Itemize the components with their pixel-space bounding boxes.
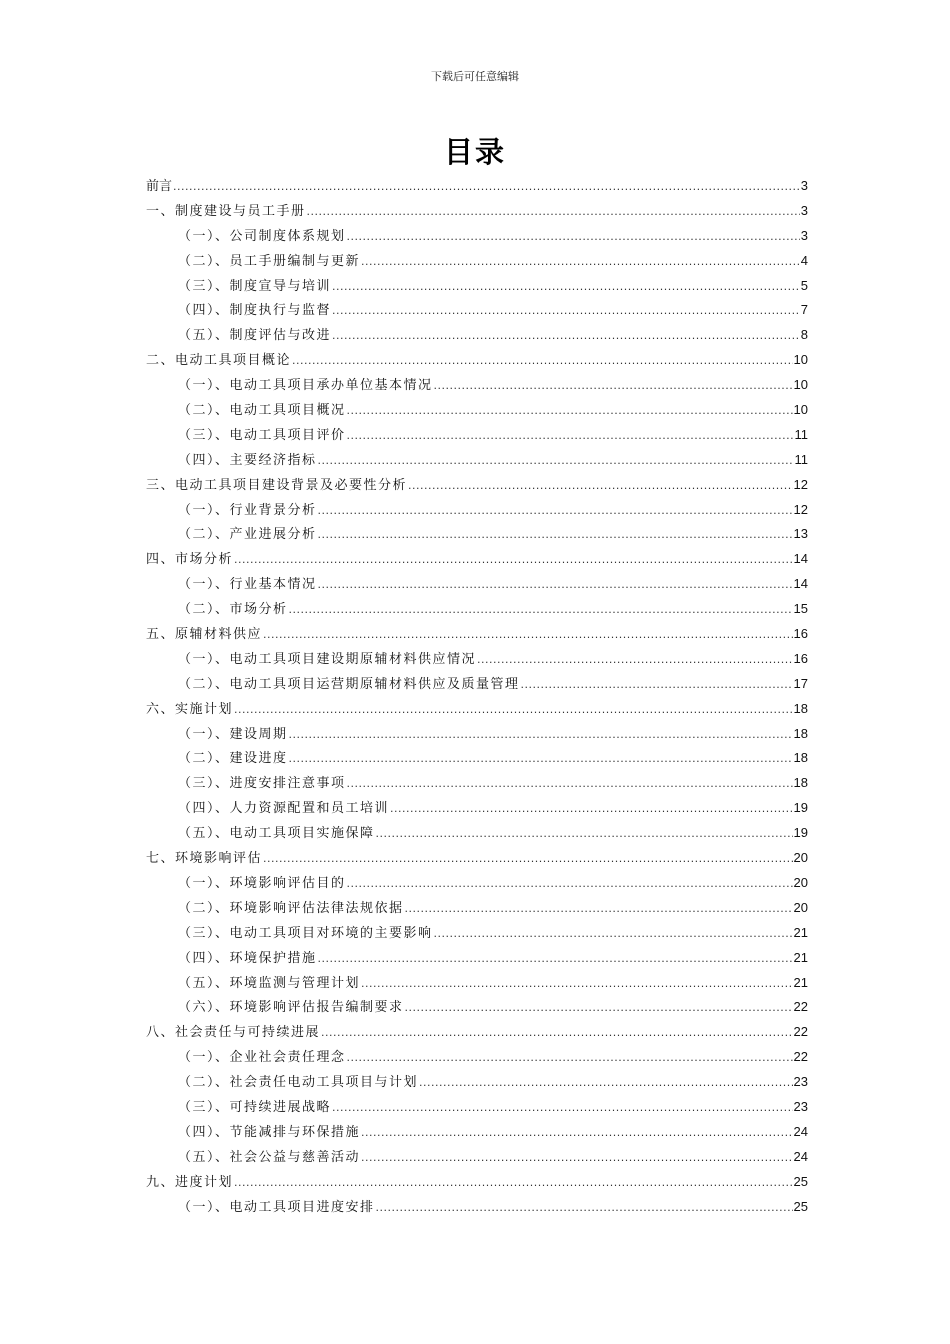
toc-entry[interactable] (146, 647, 808, 672)
toc-entry[interactable] (146, 323, 808, 348)
toc-dot-leader (521, 673, 793, 698)
toc-entry-page-number: 14 (793, 551, 808, 567)
toc-dot-leader (361, 1146, 793, 1171)
toc-entry-page-number: 22 (793, 999, 808, 1015)
toc-entry-label: （二）、电动工具项目运营期原辅材料供应及质量管理 (178, 676, 520, 692)
toc-entry-page-number: 21 (793, 924, 808, 940)
toc-entry[interactable] (146, 1045, 808, 1070)
toc-dot-leader (289, 598, 793, 623)
toc-dot-leader (347, 424, 794, 449)
toc-entry-label: （一）、电动工具项目承办单位基本情况 (178, 378, 433, 394)
toc-entry[interactable] (146, 746, 808, 771)
toc-entry-page-number: 18 (793, 750, 808, 766)
toc-entry-page-number: 3 (800, 227, 808, 243)
toc-entry-page-number: 23 (793, 1098, 808, 1114)
toc-entry-page-number: 10 (793, 402, 808, 418)
toc-entry-page-number: 12 (793, 476, 808, 492)
toc-entry-label: （五）、制度评估与改进 (178, 328, 332, 344)
toc-entry-label: 前言 (146, 179, 173, 194)
toc-entry[interactable] (146, 348, 808, 373)
toc-entry[interactable] (146, 871, 808, 896)
toc-entry[interactable] (146, 846, 808, 871)
toc-dot-leader (361, 1121, 793, 1146)
toc-entry-label: （六）、环境影响评估报告编制要求 (178, 1000, 404, 1016)
toc-entry-label: （四）、人力资源配置和员工培训 (178, 801, 390, 817)
toc-dot-leader (173, 175, 800, 200)
toc-entry-label: （二）、社会责任电动工具项目与计划 (178, 1075, 419, 1091)
toc-entry[interactable] (146, 921, 808, 946)
toc-dot-leader (292, 349, 793, 374)
toc-entry-page-number: 18 (793, 700, 808, 716)
toc-entry-label: （四）、环境保护措施 (178, 950, 317, 966)
toc-entry[interactable] (146, 896, 808, 921)
toc-entry[interactable] (146, 522, 808, 547)
toc-entry[interactable] (146, 796, 808, 821)
toc-dot-leader (347, 872, 793, 897)
toc-dot-leader (263, 847, 793, 872)
toc-entry-label: （一）、行业背景分析 (178, 502, 317, 518)
toc-entry-page-number: 24 (793, 1148, 808, 1164)
toc-entry-label: 二、电动工具项目概论 (146, 353, 292, 369)
toc-entry[interactable] (146, 697, 808, 722)
toc-dot-leader (361, 250, 800, 275)
toc-entry[interactable] (146, 174, 808, 199)
toc-entry-label: 八、社会责任与可持续进展 (146, 1025, 321, 1041)
toc-entry-page-number: 19 (793, 825, 808, 841)
toc-entry-label: （二）、建设进度 (178, 751, 288, 767)
toc-dot-leader (347, 1046, 793, 1071)
toc-entry-page-number: 3 (800, 202, 808, 218)
toc-entry-page-number: 8 (800, 327, 808, 343)
toc-entry[interactable] (146, 1020, 808, 1045)
toc-entry-page-number: 25 (793, 1198, 808, 1214)
toc-entry[interactable] (146, 547, 808, 572)
header-note: 下载后可任意编辑 (431, 70, 519, 83)
toc-entry-page-number: 21 (793, 974, 808, 990)
toc-entry-page-number: 13 (793, 526, 808, 542)
toc-entry[interactable] (146, 1070, 808, 1095)
toc-entry[interactable] (146, 398, 808, 423)
toc-entry[interactable] (146, 946, 808, 971)
toc-dot-leader (234, 698, 793, 723)
toc-entry[interactable] (146, 672, 808, 697)
toc-entry[interactable] (146, 597, 808, 622)
toc-dot-leader (361, 972, 793, 997)
toc-entry-page-number: 12 (793, 501, 808, 517)
toc-entry-page-number: 22 (793, 1049, 808, 1065)
toc-entry[interactable] (146, 622, 808, 647)
toc-entry[interactable] (146, 821, 808, 846)
toc-entry[interactable] (146, 224, 808, 249)
toc-dot-leader (234, 1171, 793, 1196)
toc-dot-leader (347, 399, 793, 424)
toc-entry-page-number: 24 (793, 1123, 808, 1139)
toc-entry-label: （二）、产业进展分析 (178, 527, 317, 543)
toc-entry[interactable] (146, 298, 808, 323)
toc-entry-page-number: 11 (794, 426, 808, 442)
table-of-contents (146, 174, 808, 1219)
toc-dot-leader (408, 474, 793, 499)
toc-dot-leader (234, 548, 793, 573)
toc-entry-label: （二）、环境影响评估法律法规依据 (178, 900, 404, 916)
toc-entry-label: （四）、节能减排与环保措施 (178, 1124, 361, 1140)
toc-entry-label: 四、市场分析 (146, 552, 234, 568)
toc-entry-page-number: 22 (793, 1024, 808, 1040)
toc-entry[interactable] (146, 1145, 808, 1170)
toc-entry-label: （二）、电动工具项目概况 (178, 403, 346, 419)
toc-entry[interactable] (146, 995, 808, 1020)
toc-entry-label: （五）、环境监测与管理计划 (178, 975, 361, 991)
toc-entry-label: （一）、电动工具项目进度安排 (178, 1199, 375, 1215)
toc-dot-leader (376, 1196, 793, 1221)
toc-dot-leader (434, 922, 793, 947)
toc-dot-leader (289, 723, 793, 748)
toc-dot-leader (307, 200, 800, 225)
toc-entry-page-number: 3 (800, 178, 808, 193)
toc-dot-leader (405, 897, 793, 922)
toc-dot-leader (347, 772, 793, 797)
toc-entry-page-number: 20 (793, 874, 808, 890)
toc-entry-page-number: 11 (794, 451, 808, 467)
toc-entry-page-number: 10 (793, 377, 808, 393)
toc-entry-page-number: 25 (793, 1173, 808, 1189)
toc-entry-label: （五）、电动工具项目实施保障 (178, 826, 375, 842)
toc-entry[interactable] (146, 1195, 808, 1220)
toc-entry-page-number: 19 (793, 800, 808, 816)
toc-entry[interactable] (146, 971, 808, 996)
toc-dot-leader (332, 299, 800, 324)
toc-entry-page-number: 17 (793, 675, 808, 691)
toc-entry[interactable] (146, 199, 808, 224)
toc-entry[interactable] (146, 249, 808, 274)
toc-entry-page-number: 18 (793, 725, 808, 741)
toc-entry[interactable] (146, 572, 808, 597)
toc-entry-label: （三）、电动工具项目对环境的主要影响 (178, 925, 433, 941)
toc-entry-label: （一）、公司制度体系规划 (178, 228, 346, 244)
toc-entry[interactable] (146, 1170, 808, 1195)
toc-entry-page-number: 7 (800, 302, 808, 318)
toc-entry-label: （三）、电动工具项目评价 (178, 427, 346, 443)
toc-entry-page-number: 23 (793, 1074, 808, 1090)
toc-entry[interactable] (146, 722, 808, 747)
toc-entry-label: 三、电动工具项目建设背景及必要性分析 (146, 477, 408, 493)
toc-entry-label: （二）、员工手册编制与更新 (178, 253, 361, 269)
toc-entry-page-number: 16 (793, 626, 808, 642)
toc-dot-leader (332, 275, 800, 300)
toc-dot-leader (390, 797, 793, 822)
toc-entry-label: （三）、进度安排注意事项 (178, 776, 346, 792)
toc-entry[interactable] (146, 423, 808, 448)
toc-dot-leader (318, 449, 794, 474)
toc-dot-leader (321, 1021, 793, 1046)
toc-entry-label: （二）、市场分析 (178, 602, 288, 618)
toc-entry-page-number: 16 (793, 650, 808, 666)
toc-dot-leader (332, 324, 800, 349)
toc-entry-label: （五）、社会公益与慈善活动 (178, 1149, 361, 1165)
toc-dot-leader (289, 747, 793, 772)
toc-entry[interactable] (146, 498, 808, 523)
toc-entry[interactable] (146, 373, 808, 398)
toc-dot-leader (263, 623, 793, 648)
toc-entry-label: （三）、可持续进展战略 (178, 1099, 332, 1115)
toc-dot-leader (318, 573, 793, 598)
toc-entry-page-number: 20 (793, 850, 808, 866)
toc-dot-leader (477, 648, 793, 673)
toc-dot-leader (434, 374, 793, 399)
page-title: 目录 (443, 135, 506, 169)
toc-entry-page-number: 18 (793, 775, 808, 791)
toc-entry-page-number: 15 (793, 601, 808, 617)
toc-entry-page-number: 14 (793, 576, 808, 592)
toc-dot-leader (332, 1096, 793, 1121)
toc-entry-label: （一）、建设周期 (178, 726, 288, 742)
toc-entry-label: 一、制度建设与员工手册 (146, 203, 306, 219)
toc-entry-label: （一）、环境影响评估目的 (178, 875, 346, 891)
toc-dot-leader (376, 822, 793, 847)
toc-entry-label: 五、原辅材料供应 (146, 627, 263, 643)
toc-entry-label: 七、环境影响评估 (146, 851, 263, 867)
toc-entry[interactable] (146, 1120, 808, 1145)
toc-dot-leader (419, 1071, 793, 1096)
toc-entry-page-number: 4 (800, 252, 808, 268)
toc-dot-leader (318, 947, 793, 972)
toc-entry[interactable] (146, 448, 808, 473)
toc-entry-page-number: 20 (793, 899, 808, 915)
toc-entry-label: （一）、行业基本情况 (178, 577, 317, 593)
toc-entry-label: （一）、企业社会责任理念 (178, 1050, 346, 1066)
toc-entry-page-number: 21 (793, 949, 808, 965)
toc-dot-leader (347, 225, 800, 250)
toc-entry-label: 六、实施计划 (146, 701, 234, 717)
toc-entry-label: （四）、主要经济指标 (178, 452, 317, 468)
toc-dot-leader (318, 499, 793, 524)
toc-dot-leader (318, 523, 793, 548)
toc-entry-label: （一）、电动工具项目建设期原辅材料供应情况 (178, 651, 477, 667)
toc-entry[interactable] (146, 473, 808, 498)
toc-entry-page-number: 10 (793, 352, 808, 368)
toc-entry-page-number: 5 (800, 277, 808, 293)
toc-entry-label: （四）、制度执行与监督 (178, 303, 332, 319)
toc-entry[interactable] (146, 274, 808, 299)
toc-entry[interactable] (146, 771, 808, 796)
toc-dot-leader (405, 996, 793, 1021)
toc-entry[interactable] (146, 1095, 808, 1120)
toc-entry-label: 九、进度计划 (146, 1174, 234, 1190)
toc-entry-label: （三）、制度宣导与培训 (178, 278, 332, 294)
